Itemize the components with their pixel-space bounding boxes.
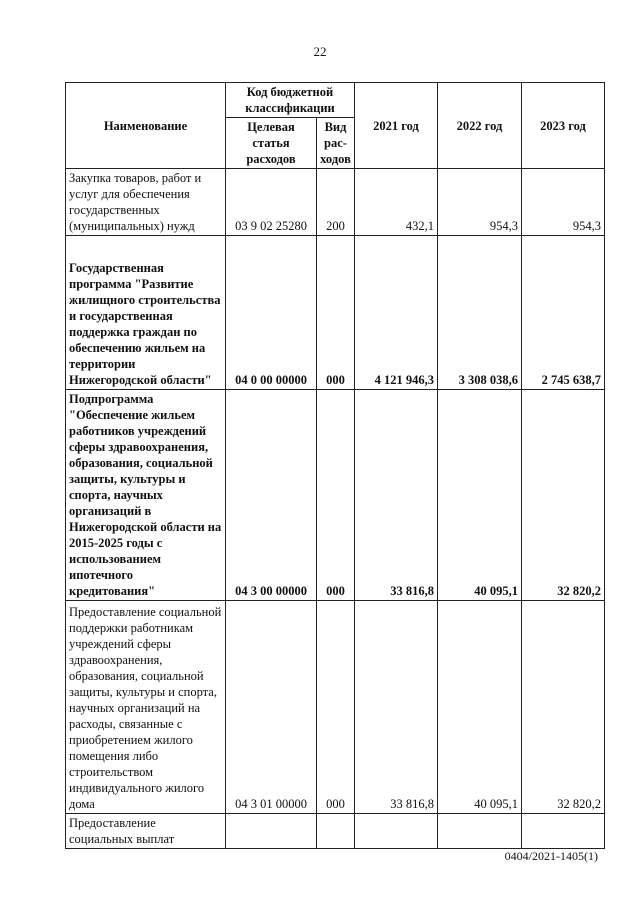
row-name: Государственная программа "Развитие жилищного строительства и государственная поддержка граждан по обеспечению жильем на территории Нижегородской области" xyxy=(66,236,226,390)
row-target-article: 03 9 02 25280 xyxy=(226,169,317,236)
row-target-article: 04 0 00 00000 xyxy=(226,236,317,390)
row-expense-type: 000 xyxy=(317,390,355,601)
table-row xyxy=(66,390,605,601)
header-year-2022: 2022 год xyxy=(438,83,522,169)
row-name: Закупка товаров, работ и услуг для обеспечения государственных (муниципальных) нужд xyxy=(66,169,226,236)
row-expense-type xyxy=(317,814,355,849)
page-number: 22 xyxy=(313,44,327,59)
header-year-2021: 2021 год xyxy=(355,83,438,169)
header-expense-type: Вид рас-ходов xyxy=(317,118,355,169)
row-expense-type: 000 xyxy=(317,601,355,814)
row-value-2021 xyxy=(355,814,438,849)
row-target-article: 04 3 01 00000 xyxy=(226,601,317,814)
table-row xyxy=(66,814,605,849)
table-row xyxy=(66,236,605,390)
row-target-article: 04 3 00 00000 xyxy=(226,390,317,601)
document-code: 0404/2021-1405(1) xyxy=(504,849,598,863)
table-row xyxy=(66,169,605,236)
header-target-article: Целевая статья расходов xyxy=(226,118,317,169)
row-value-2022: 40 095,1 xyxy=(438,390,522,601)
row-value-2021: 432,1 xyxy=(355,169,438,236)
header-budget-code: Код бюджетной классификации xyxy=(226,83,355,118)
row-value-2022: 954,3 xyxy=(438,169,522,236)
row-value-2021: 33 816,8 xyxy=(355,601,438,814)
row-value-2023 xyxy=(522,814,605,849)
row-value-2021: 4 121 946,3 xyxy=(355,236,438,390)
header-name: Наименование xyxy=(66,83,226,169)
row-value-2023: 32 820,2 xyxy=(522,390,605,601)
row-expense-type: 000 xyxy=(317,236,355,390)
row-value-2023: 32 820,2 xyxy=(522,601,605,814)
row-value-2022: 3 308 038,6 xyxy=(438,236,522,390)
row-value-2023: 954,3 xyxy=(522,169,605,236)
row-name: Предоставление социальных выплат xyxy=(66,814,226,849)
row-name: Предоставление социальной поддержки работникам учреждений сферы здравоохранения, образования, социальной защиты, культуры и спорта, научных организаций на расходы, связанные с приобретением жилого помещения либо строительством индивидуального жилого дома xyxy=(66,601,226,814)
table-row xyxy=(66,601,605,814)
row-expense-type: 200 xyxy=(317,169,355,236)
header-year-2023: 2023 год xyxy=(522,83,605,169)
row-target-article xyxy=(226,814,317,849)
row-value-2022: 40 095,1 xyxy=(438,601,522,814)
row-name: Подпрограмма "Обеспечение жильем работников учреждений сферы здравоохранения, образования, социальной защиты, культуры и спорта, научных организаций в Нижегородской области на 2015-2025 годы с использованием ипотечного кредитования" xyxy=(66,390,226,601)
row-value-2022 xyxy=(438,814,522,849)
row-value-2023: 2 745 638,7 xyxy=(522,236,605,390)
budget-table xyxy=(65,82,605,849)
row-value-2021: 33 816,8 xyxy=(355,390,438,601)
